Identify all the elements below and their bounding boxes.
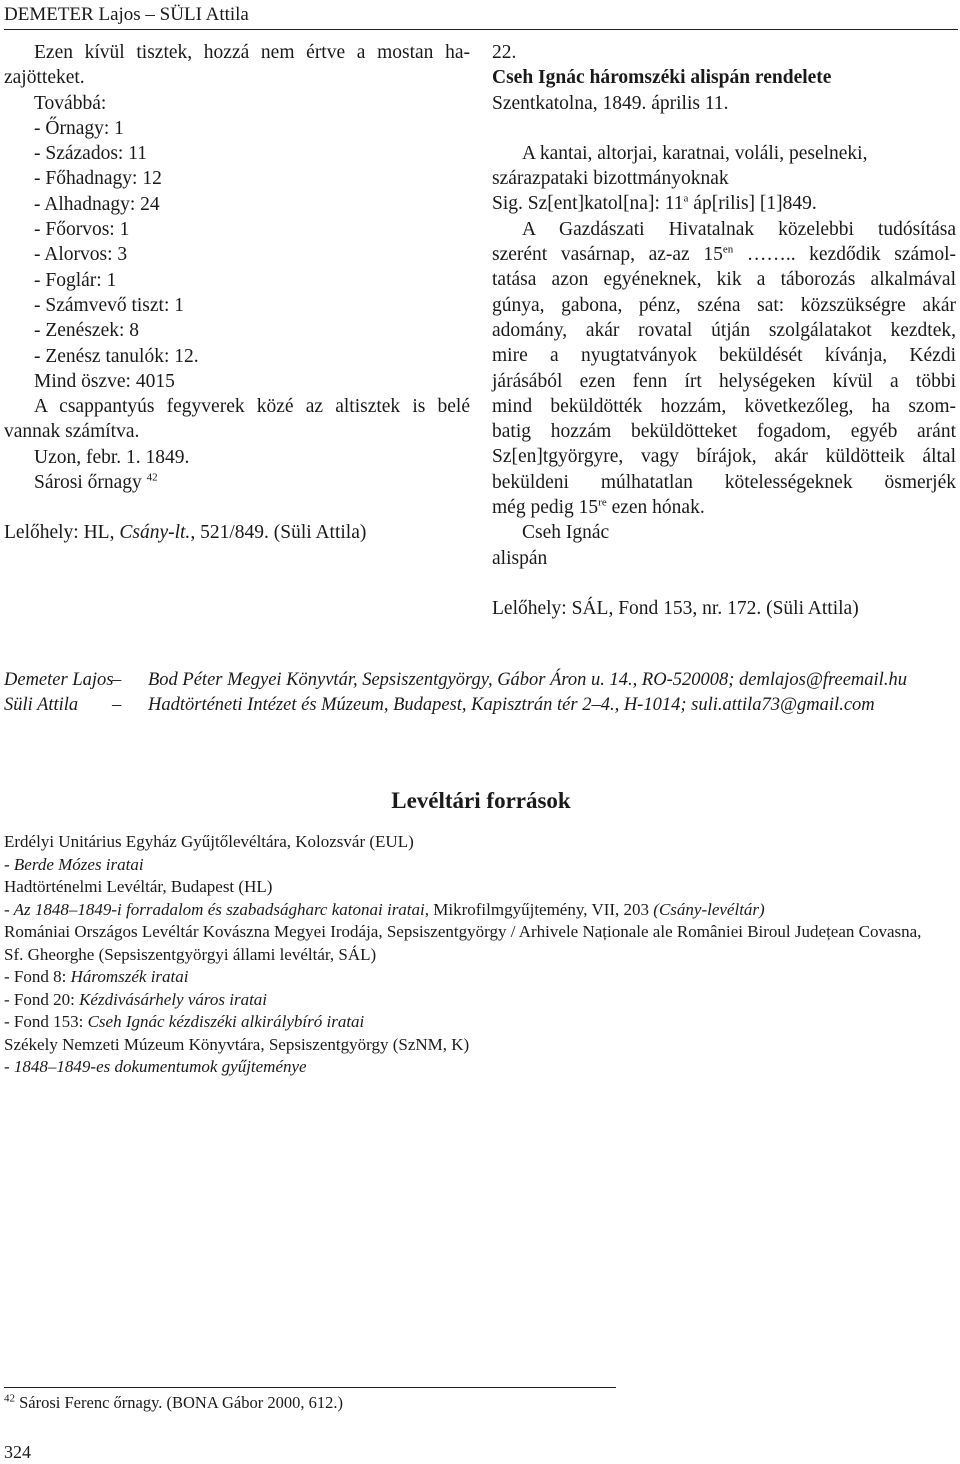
body-text: …….. kezdődik számol- bbox=[733, 244, 956, 266]
list-item: - Zenész tanulók: 12. bbox=[34, 345, 199, 367]
running-head: DEMETER Lajos – SÜLI Attila bbox=[4, 4, 958, 30]
intro-line: Ezen kívül tisztek, hozzá nem értve a mostan ha- bbox=[34, 42, 470, 63]
reference-line bbox=[492, 191, 956, 216]
source-entry: - 1848–1849-es dokumentumok gyűjteménye bbox=[4, 1057, 307, 1076]
body-line bbox=[492, 495, 956, 520]
list-item: - Alorvos: 3 bbox=[34, 244, 128, 266]
footnote-ref: 42 bbox=[146, 471, 158, 484]
body-line: járásából ezen fenn írt helységeken kívül a többi bbox=[492, 370, 956, 392]
body-line: batig hozzám beküldötteket fogadom, egyéb aránt bbox=[492, 421, 956, 443]
source-text: - Fond 20: bbox=[4, 989, 80, 1009]
source-entry: Székely Nemzeti Múzeum Könyvtára, Sepsiszentgyörgy (SzNM, K) bbox=[4, 1034, 470, 1054]
body-line: adomány, akár rovatal útján szolgálatakot kezdtek, bbox=[492, 319, 956, 341]
source-italic: Cseh Ignác kézdiszéki alkirálybíró iratai bbox=[87, 1012, 365, 1031]
source-prefix: Lelőhely: HL, bbox=[4, 522, 120, 544]
body-sup: en bbox=[722, 243, 734, 256]
reference-text: Sig. Sz[ent]katol[na]: 11 bbox=[492, 193, 684, 215]
body-line bbox=[492, 242, 956, 267]
body-line: gúnya, gabona, pénz, széna sat: közszükségre akár bbox=[492, 294, 956, 316]
doc-title: Cseh Ignác háromszéki alispán rendelete bbox=[492, 67, 832, 89]
source-line bbox=[4, 520, 470, 545]
source-text: - Fond 8: bbox=[4, 967, 71, 986]
reference-sup: a bbox=[683, 192, 689, 205]
doc-date: Szentkatolna, 1849. április 11. bbox=[492, 92, 729, 114]
body-line: mind beküldötték hozzám, következőleg, ha szom- bbox=[492, 395, 956, 417]
list-item: - Zenészek: 8 bbox=[34, 320, 140, 342]
author-name: Demeter Lajos bbox=[4, 670, 114, 690]
body-line: tatása azon egyéneknek, kik a táborozás alkalmával bbox=[492, 269, 956, 291]
source-entry bbox=[4, 899, 958, 922]
source-italic: - Az 1848–1849-i forradalom és szabadságharc katonai iratai bbox=[4, 899, 425, 919]
section-heading: Levéltári források bbox=[391, 788, 571, 813]
body-line: beküldeni múlhatatlan kötelességeknek ösmerjék bbox=[492, 471, 956, 493]
author-dash: – bbox=[112, 670, 122, 690]
source-text: , Mikrofilmgyűjtemény, VII, 203 bbox=[424, 899, 654, 919]
body-line: mire a nyugtatványok beküldését kívánja, Kézdi bbox=[492, 345, 956, 367]
list-item: - Alhadnagy: 24 bbox=[34, 193, 160, 215]
list-item: - Főorvos: 1 bbox=[34, 219, 130, 241]
affiliation-row bbox=[4, 693, 958, 718]
source-text: - Fond 153: bbox=[4, 1012, 88, 1031]
address-line: A kantai, altorjai, karatnai, voláli, peselneki, bbox=[522, 142, 868, 164]
note-line: vannak számítva. bbox=[4, 421, 140, 443]
right-column bbox=[492, 40, 956, 621]
sign-title: alispán bbox=[492, 547, 548, 569]
author-affiliation: Hadtörténeti Intézet és Múzeum, Budapest, Kapisztrán tér 2–4., H-1014; suli.attila73@gmail.com bbox=[148, 695, 875, 715]
source-entry: Sf. Gheorghe (Sepsiszentgyörgyi állami levéltár, SÁL) bbox=[4, 944, 377, 964]
list-item: - Foglár: 1 bbox=[34, 269, 117, 291]
body-text: még pedig 15 bbox=[492, 497, 599, 519]
source-entry bbox=[4, 966, 958, 989]
source-entry: Erdélyi Unitárius Egyház Gyűjtőlevéltára, Kolozsvár (EUL) bbox=[4, 832, 414, 851]
source-line: Lelőhely: SÁL, Fond 153, nr. 172. (Süli Attila) bbox=[492, 597, 859, 619]
body-line: A Gazdászati Hivatalnak közelebbi tudósítása bbox=[522, 218, 956, 240]
reference-text: áp[rilis] [1]849. bbox=[688, 193, 817, 215]
total-line: Mind öszve: 4015 bbox=[34, 370, 175, 392]
author-affiliations bbox=[4, 668, 958, 718]
author-name: Süli Attila bbox=[4, 695, 79, 715]
intro-line: zajötteket. bbox=[4, 67, 85, 89]
note-line: A csappantyús fegyverek közé az altisztek is belé bbox=[34, 396, 470, 418]
source-entry bbox=[4, 1011, 958, 1034]
body-sup: re bbox=[598, 496, 607, 509]
body-line: Sz[en]tgyörgyre, vagy bírájok, akár küldötteik által bbox=[492, 446, 956, 468]
address-line: szárazpataki bizottmányoknak bbox=[492, 168, 729, 190]
affiliation-row bbox=[4, 668, 958, 693]
source-italic: (Csány-levéltár) bbox=[653, 899, 765, 919]
archival-sources bbox=[4, 787, 958, 1079]
signature bbox=[4, 470, 470, 495]
footnote-text: Sárosi Ferenc őrnagy. (BONA Gábor 2000, 612.) bbox=[15, 1393, 343, 1412]
author-dash: – bbox=[112, 695, 122, 715]
signature-name: Sárosi őrnagy bbox=[34, 472, 142, 494]
body-text: ezen hónak. bbox=[606, 497, 705, 519]
source-suffix: , 521/849. (Süli Attila) bbox=[190, 522, 367, 544]
source-entry: - Berde Mózes iratai bbox=[4, 854, 144, 874]
list-item: - Számvevő tiszt: 1 bbox=[34, 294, 185, 316]
page-number: 324 bbox=[4, 1442, 31, 1462]
source-italic: Kézdivásárhely város iratai bbox=[79, 989, 268, 1009]
left-column bbox=[4, 40, 470, 546]
author-affiliation: Bod Péter Megyei Könyvtár, Sepsiszentgyörgy, Gábor Áron u. 14., RO-520008; demlajos@freemail.hu bbox=[148, 670, 907, 690]
tovabba-label: Továbbá: bbox=[34, 92, 107, 114]
sign-name: Cseh Ignác bbox=[522, 522, 610, 544]
place-date: Uzon, febr. 1. 1849. bbox=[34, 446, 190, 468]
source-italic: Csány-lt. bbox=[119, 522, 191, 544]
source-entry: Romániai Országos Levéltár Kovászna Megyei Irodája, Sepsiszentgyörgy / Arhivele Naționale ale României Biroul Județean Covasna, bbox=[4, 922, 922, 941]
doc-number: 22. bbox=[492, 42, 517, 63]
source-italic: Háromszék iratai bbox=[70, 967, 189, 986]
body-text: szerént vasárnap, az-az 15 bbox=[492, 244, 723, 266]
list-item: - Százados: 11 bbox=[34, 143, 147, 165]
list-item: - Főhadnagy: 12 bbox=[34, 168, 162, 190]
list-item: - Őrnagy: 1 bbox=[34, 117, 124, 139]
source-entry bbox=[4, 989, 958, 1012]
source-entry: Hadtörténelmi Levéltár, Budapest (HL) bbox=[4, 877, 273, 896]
footnote bbox=[4, 1393, 343, 1413]
footnote-number: 42 bbox=[4, 1392, 15, 1405]
footnote-divider bbox=[4, 1387, 616, 1388]
